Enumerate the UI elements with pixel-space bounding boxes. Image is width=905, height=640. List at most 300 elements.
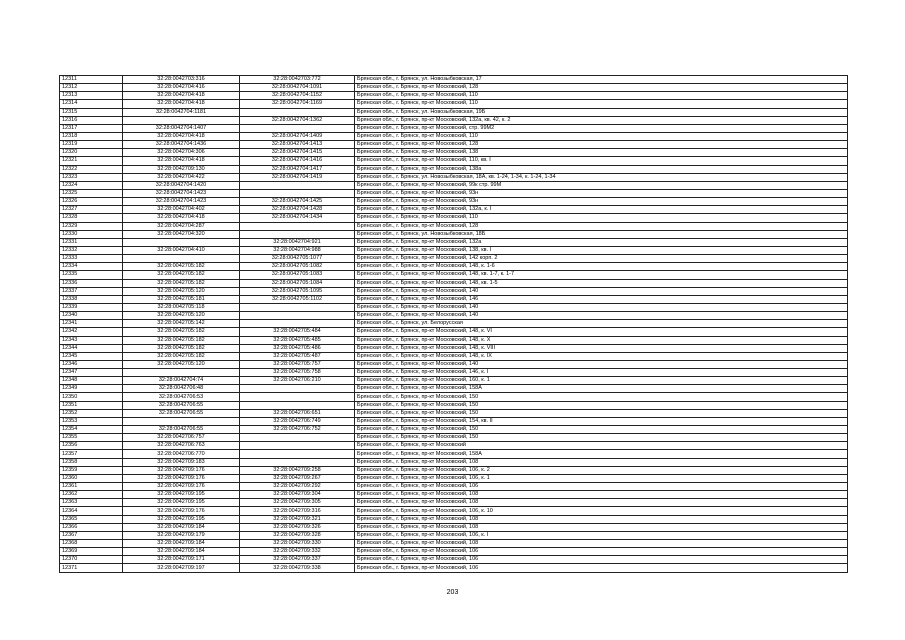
address-cell: Брянская обл., г. Брянск, пр-кт Московский, 106	[355, 548, 848, 556]
row-number-cell: 12362	[60, 491, 123, 499]
object-number-cell	[240, 312, 355, 320]
object-number-cell: 32:28:0042705:484	[240, 328, 355, 336]
address-cell: Брянская обл., г. Брянск, ул. Новозыбковская, 18Б	[355, 230, 848, 238]
cadastral-number-cell	[123, 116, 240, 124]
row-number-cell: 12323	[60, 173, 123, 181]
address-cell: Брянская обл., г. Брянск, пр-кт Московский, 158А	[355, 385, 848, 393]
cadastral-number-cell: 32:28:0042704:418	[123, 132, 240, 140]
cadastral-number-cell: 32:28:0042705:182	[123, 328, 240, 336]
row-number-cell: 12341	[60, 320, 123, 328]
row-number-cell: 12317	[60, 124, 123, 132]
row-number-cell: 12325	[60, 189, 123, 197]
table-row	[60, 206, 848, 214]
object-number-cell: 32:28:0042704:1419	[240, 173, 355, 181]
object-number-cell: 32:28:0042705:486	[240, 344, 355, 352]
row-number-cell: 12338	[60, 295, 123, 303]
object-number-cell: 32:28:0042704:1425	[240, 198, 355, 206]
row-number-cell: 12312	[60, 84, 123, 92]
object-number-cell: 32:28:0042704:1428	[240, 206, 355, 214]
row-number-cell: 12320	[60, 149, 123, 157]
table-row	[60, 499, 848, 507]
row-number-cell: 12350	[60, 393, 123, 401]
cadastral-number-cell: 32:28:0042705:182	[123, 271, 240, 279]
table-row	[60, 409, 848, 417]
row-number-cell: 12316	[60, 116, 123, 124]
object-number-cell: 32:28:0042704:1413	[240, 141, 355, 149]
object-number-cell: 32:28:0042709:332	[240, 548, 355, 556]
cadastral-number-cell: 32:28:0042705:120	[123, 360, 240, 368]
address-cell: Брянская обл., г. Брянск, пр-кт Московский, 138	[355, 149, 848, 157]
object-number-cell: 32:28:0042709:258	[240, 466, 355, 474]
table-row	[60, 540, 848, 548]
table-row	[60, 295, 848, 303]
cadastral-number-cell: 32:28:0042706:55	[123, 401, 240, 409]
address-cell: Брянская обл., г. Брянск, пр-кт Московский, 148, к. VI	[355, 328, 848, 336]
address-cell: Брянская обл., г. Брянск, пр-кт Московский, 148, к. VIII	[355, 344, 848, 352]
table-row	[60, 458, 848, 466]
table-row	[60, 336, 848, 344]
cadastral-number-cell: 32:28:0042704:418	[123, 92, 240, 100]
object-number-cell: 32:28:0042709:267	[240, 474, 355, 482]
object-number-cell: 32:28:0042706:752	[240, 426, 355, 434]
table-row	[60, 564, 848, 572]
row-number-cell: 12335	[60, 271, 123, 279]
row-number-cell: 12344	[60, 344, 123, 352]
cadastral-number-cell: 32:28:0042705:182	[123, 352, 240, 360]
object-number-cell: 32:28:0042709:292	[240, 483, 355, 491]
address-cell: Брянская обл., г. Брянск, пр-кт Московский, 140	[355, 287, 848, 295]
table-row	[60, 303, 848, 311]
address-cell: Брянская обл., г. Брянск, пр-кт Московский, 160, к. 1	[355, 377, 848, 385]
row-number-cell: 12359	[60, 466, 123, 474]
address-cell: Брянская обл., г. Брянск, пр-кт Московский, 106, к. 1	[355, 474, 848, 482]
row-number-cell: 12367	[60, 531, 123, 539]
object-number-cell	[240, 401, 355, 409]
address-cell: Брянская обл., г. Брянск, пр-кт Московский, 132а, кв. 42, к. 2	[355, 116, 848, 124]
table-row	[60, 466, 848, 474]
object-number-cell: 32:28:0042705:487	[240, 352, 355, 360]
row-number-cell: 12313	[60, 92, 123, 100]
address-cell: Брянская обл., г. Брянск, пр-кт Московский, 140	[355, 312, 848, 320]
object-number-cell	[240, 303, 355, 311]
row-number-cell: 12351	[60, 401, 123, 409]
address-cell: Брянская обл., г. Брянск, пр-кт Московский, 148, кв. 1-7, к. 1-7	[355, 271, 848, 279]
cadastral-number-cell: 32:28:0042704:320	[123, 230, 240, 238]
address-cell: Брянская обл., г. Брянск, пр-кт Московский, 140	[355, 360, 848, 368]
object-number-cell: 32:28:0042705:1102	[240, 295, 355, 303]
object-number-cell	[240, 108, 355, 116]
cadastral-number-cell: 32:28:0042706:757	[123, 434, 240, 442]
table-row	[60, 124, 848, 132]
object-number-cell: 32:28:0042709:304	[240, 491, 355, 499]
cadastral-number-cell: 32:28:0042705:182	[123, 279, 240, 287]
row-number-cell: 12336	[60, 279, 123, 287]
cadastral-number-cell: 32:28:0042709:176	[123, 483, 240, 491]
cadastral-number-cell: 32:28:0042704:402	[123, 206, 240, 214]
table-row	[60, 515, 848, 523]
row-number-cell: 12357	[60, 450, 123, 458]
object-number-cell: 32:28:0042706:749	[240, 417, 355, 425]
table-row	[60, 141, 848, 149]
cadastral-number-cell: 32:28:0042705:120	[123, 287, 240, 295]
row-number-cell: 12328	[60, 214, 123, 222]
address-cell: Брянская обл., г. Брянск, пр-кт Московский, 150	[355, 401, 848, 409]
cadastral-number-cell: 32:28:0042705:182	[123, 263, 240, 271]
row-number-cell: 12340	[60, 312, 123, 320]
address-cell: Брянская обл., г. Брянск, пр-кт Московский, 108	[355, 458, 848, 466]
cadastral-number-cell: 32:28:0042709:197	[123, 564, 240, 572]
object-number-cell	[240, 393, 355, 401]
table-row	[60, 116, 848, 124]
table-row	[60, 132, 848, 140]
table-row	[60, 556, 848, 564]
object-number-cell: 32:28:0042705:1095	[240, 287, 355, 295]
object-number-cell: 32:28:0042703:772	[240, 76, 355, 84]
object-number-cell: 32:28:0042706:210	[240, 377, 355, 385]
cadastral-number-cell: 32:28:0042706:53	[123, 393, 240, 401]
address-cell: Брянская обл., г. Брянск, ул. Белорусская	[355, 320, 848, 328]
object-number-cell	[240, 222, 355, 230]
row-number-cell: 12319	[60, 141, 123, 149]
table-row	[60, 173, 848, 181]
address-cell: Брянская обл., г. Брянск, пр-кт Московский, 154, кв. II	[355, 417, 848, 425]
address-cell: Брянская обл., г. Брянск, пр-кт Московский, 128	[355, 84, 848, 92]
cadastral-number-cell: 32:28:0042709:195	[123, 515, 240, 523]
table-row	[60, 434, 848, 442]
registry-table	[59, 75, 848, 573]
cadastral-number-cell: 32:28:0042709:184	[123, 548, 240, 556]
address-cell: Брянская обл., г. Брянск, пр-кт Московский, 150	[355, 426, 848, 434]
address-cell: Брянская обл., г. Брянск, пр-кт Московский, 110	[355, 132, 848, 140]
address-cell: Брянская обл., г. Брянск, пр-кт Московский, 108	[355, 540, 848, 548]
row-number-cell: 12332	[60, 246, 123, 254]
table-row	[60, 401, 848, 409]
row-number-cell: 12343	[60, 336, 123, 344]
table-row	[60, 181, 848, 189]
cadastral-number-cell: 32:28:0042704:418	[123, 100, 240, 108]
row-number-cell: 12358	[60, 458, 123, 466]
address-cell: Брянская обл., г. Брянск, пр-кт Московский, 106, к. 10	[355, 507, 848, 515]
object-number-cell: 32:28:0042705:1082	[240, 263, 355, 271]
row-number-cell: 12356	[60, 442, 123, 450]
row-number-cell: 12352	[60, 409, 123, 417]
row-number-cell: 12348	[60, 377, 123, 385]
row-number-cell: 12333	[60, 255, 123, 263]
address-cell: Брянская обл., г. Брянск, пр-кт Московский, стр. 99М2	[355, 124, 848, 132]
cadastral-number-cell: 32:28:0042709:195	[123, 499, 240, 507]
object-number-cell: 32:28:0042709:326	[240, 523, 355, 531]
row-number-cell: 12314	[60, 100, 123, 108]
table-row	[60, 189, 848, 197]
object-number-cell: 32:28:0042709:337	[240, 556, 355, 564]
row-number-cell: 12363	[60, 499, 123, 507]
row-number-cell: 12347	[60, 369, 123, 377]
table-row	[60, 100, 848, 108]
object-number-cell	[240, 450, 355, 458]
table-row	[60, 417, 848, 425]
address-cell: Брянская обл., г. Брянск, пр-кт Московский, 93н	[355, 198, 848, 206]
table-row	[60, 344, 848, 352]
object-number-cell	[240, 181, 355, 189]
cadastral-number-cell: 32:28:0042704:1407	[123, 124, 240, 132]
table-row	[60, 157, 848, 165]
address-cell: Брянская обл., г. Брянск, пр-кт Московский, 142 корп. 2	[355, 255, 848, 263]
object-number-cell: 32:28:0042704:1091	[240, 84, 355, 92]
cadastral-number-cell: 32:28:0042704:416	[123, 84, 240, 92]
table-row	[60, 377, 848, 385]
object-number-cell: 32:28:0042709:328	[240, 531, 355, 539]
object-number-cell: 32:28:0042705:485	[240, 336, 355, 344]
table-row	[60, 426, 848, 434]
address-cell: Брянская обл., г. Брянск, пр-кт Московский, 106, к. I	[355, 531, 848, 539]
cadastral-number-cell: 32:28:0042709:130	[123, 165, 240, 173]
row-number-cell: 12342	[60, 328, 123, 336]
object-number-cell: 32:28:0042704:1362	[240, 116, 355, 124]
object-number-cell: 32:28:0042706:651	[240, 409, 355, 417]
table-row	[60, 198, 848, 206]
object-number-cell: 32:28:0042704:1417	[240, 165, 355, 173]
cadastral-number-cell	[123, 255, 240, 263]
address-cell: Брянская обл., г. Брянск, пр-кт Московский, 110	[355, 100, 848, 108]
cadastral-number-cell: 32:28:0042706:48	[123, 385, 240, 393]
registry-table-body	[60, 76, 848, 573]
object-number-cell: 32:28:0042709:338	[240, 564, 355, 572]
address-cell: Брянская обл., г. Брянск, пр-кт Московский, 138а	[355, 165, 848, 173]
cadastral-number-cell: 32:28:0042704:1423	[123, 198, 240, 206]
address-cell: Брянская обл., г. Брянск, пр-кт Московский, 138, кв. I	[355, 246, 848, 254]
table-row	[60, 483, 848, 491]
object-number-cell: 32:28:0042705:758	[240, 369, 355, 377]
address-cell: Брянская обл., г. Брянск, пр-кт Московский, 106, к. 2	[355, 466, 848, 474]
address-cell: Брянская обл., г. Брянск, пр-кт Московский, 150	[355, 434, 848, 442]
row-number-cell: 12353	[60, 417, 123, 425]
address-cell: Брянская обл., г. Брянск, пр-кт Московский, 148, к. 1-6	[355, 263, 848, 271]
address-cell: Брянская обл., г. Брянск, пр-кт Московский, 150	[355, 409, 848, 417]
cadastral-number-cell	[123, 369, 240, 377]
address-cell: Брянская обл., г. Брянск, пр-кт Московский, 108	[355, 523, 848, 531]
cadastral-number-cell: 32:28:0042709:184	[123, 523, 240, 531]
object-number-cell: 32:28:0042705:1077	[240, 255, 355, 263]
address-cell: Брянская обл., г. Брянск, пр-кт Московский, 93н	[355, 189, 848, 197]
table-row	[60, 230, 848, 238]
address-cell: Брянская обл., г. Брянск, пр-кт Московский, 150	[355, 393, 848, 401]
cadastral-number-cell: 32:28:0042709:183	[123, 458, 240, 466]
page-number: 203	[446, 589, 459, 596]
table-row	[60, 222, 848, 230]
object-number-cell: 32:28:0042709:316	[240, 507, 355, 515]
row-number-cell: 12365	[60, 515, 123, 523]
table-row	[60, 450, 848, 458]
cadastral-number-cell: 32:28:0042706:763	[123, 442, 240, 450]
cadastral-number-cell: 32:28:0042709:184	[123, 540, 240, 548]
cadastral-number-cell: 32:28:0042709:179	[123, 531, 240, 539]
row-number-cell: 12360	[60, 474, 123, 482]
table-row	[60, 84, 848, 92]
row-number-cell: 12371	[60, 564, 123, 572]
address-cell: Брянская обл., г. Брянск, пр-кт Московский, 106	[355, 564, 848, 572]
row-number-cell: 12318	[60, 132, 123, 140]
cadastral-number-cell: 32:28:0042705:182	[123, 336, 240, 344]
object-number-cell: 32:28:0042709:321	[240, 515, 355, 523]
object-number-cell: 32:28:0042704:1415	[240, 149, 355, 157]
object-number-cell: 32:28:0042704:1416	[240, 157, 355, 165]
row-number-cell: 12334	[60, 263, 123, 271]
cadastral-number-cell: 32:28:0042704:287	[123, 222, 240, 230]
address-cell: Брянская обл., г. Брянск, пр-кт Московский, 146, к. I	[355, 369, 848, 377]
cadastral-number-cell	[123, 417, 240, 425]
row-number-cell: 12329	[60, 222, 123, 230]
object-number-cell	[240, 320, 355, 328]
row-number-cell: 12370	[60, 556, 123, 564]
address-cell: Брянская обл., г. Брянск, пр-кт Московский, 106	[355, 483, 848, 491]
cadastral-number-cell	[123, 238, 240, 246]
row-number-cell: 12345	[60, 352, 123, 360]
object-number-cell	[240, 230, 355, 238]
cadastral-number-cell: 32:28:0042704:1181	[123, 108, 240, 116]
cadastral-number-cell: 32:28:0042705:182	[123, 344, 240, 352]
object-number-cell	[240, 189, 355, 197]
cadastral-number-cell: 32:28:0042704:1436	[123, 141, 240, 149]
address-cell: Брянская обл., г. Брянск, пр-кт Московский, 132а, к. I	[355, 206, 848, 214]
row-number-cell: 12361	[60, 483, 123, 491]
address-cell: Брянская обл., г. Брянск, пр-кт Московский, 108	[355, 491, 848, 499]
address-cell: Брянская обл., г. Брянск, пр-кт Московский, 110, кв. I	[355, 157, 848, 165]
table-row	[60, 352, 848, 360]
row-number-cell: 12311	[60, 76, 123, 84]
object-number-cell: 32:28:0042704:1169	[240, 100, 355, 108]
cadastral-number-cell: 32:28:0042709:176	[123, 474, 240, 482]
row-number-cell: 12337	[60, 287, 123, 295]
object-number-cell: 32:28:0042705:757	[240, 360, 355, 368]
row-number-cell: 12326	[60, 198, 123, 206]
table-row	[60, 442, 848, 450]
cadastral-number-cell: 32:28:0042704:418	[123, 214, 240, 222]
table-row	[60, 246, 848, 254]
address-cell: Брянская обл., г. Брянск, пр-кт Московский, 158А	[355, 450, 848, 458]
row-number-cell: 12368	[60, 540, 123, 548]
address-cell: Брянская обл., г. Брянск, пр-кт Московский, 148, кв. 1-5	[355, 279, 848, 287]
table-row	[60, 531, 848, 539]
address-cell: Брянская обл., г. Брянск, пр-кт Московский, 148, к. X	[355, 336, 848, 344]
address-cell: Брянская обл., г. Брянск, пр-кт Московский, 132а	[355, 238, 848, 246]
cadastral-number-cell: 32:28:0042705:120	[123, 312, 240, 320]
row-number-cell: 12346	[60, 360, 123, 368]
table-row	[60, 279, 848, 287]
cadastral-number-cell: 32:28:0042709:176	[123, 507, 240, 515]
table-row	[60, 255, 848, 263]
table-row	[60, 385, 848, 393]
cadastral-number-cell: 32:28:0042709:171	[123, 556, 240, 564]
address-cell: Брянская обл., г. Брянск, пр-кт Московский, 146	[355, 295, 848, 303]
table-row	[60, 263, 848, 271]
table-row	[60, 165, 848, 173]
object-number-cell: 32:28:0042704:1152	[240, 92, 355, 100]
cadastral-number-cell: 32:28:0042706:55	[123, 409, 240, 417]
table-row	[60, 548, 848, 556]
table-row	[60, 507, 848, 515]
cadastral-number-cell: 32:28:0042709:195	[123, 491, 240, 499]
address-cell: Брянская обл., г. Брянск, пр-кт Московский, 106	[355, 556, 848, 564]
row-number-cell: 12339	[60, 303, 123, 311]
row-number-cell: 12322	[60, 165, 123, 173]
cadastral-number-cell: 32:28:0042705:181	[123, 295, 240, 303]
row-number-cell: 12315	[60, 108, 123, 116]
table-row	[60, 393, 848, 401]
table-row	[60, 271, 848, 279]
table-row	[60, 287, 848, 295]
object-number-cell	[240, 434, 355, 442]
address-cell: Брянская обл., г. Брянск, пр-кт Московский, 148, к. IX	[355, 352, 848, 360]
address-cell: Брянская обл., г. Брянск, пр-кт Московский, 108	[355, 515, 848, 523]
table-row	[60, 76, 848, 84]
cadastral-number-cell: 32:28:0042705:118	[123, 303, 240, 311]
object-number-cell: 32:28:0042704:988	[240, 246, 355, 254]
address-cell: Брянская обл., г. Брянск, пр-кт Московский, 108	[355, 499, 848, 507]
object-number-cell: 32:28:0042705:1083	[240, 271, 355, 279]
object-number-cell	[240, 385, 355, 393]
cadastral-number-cell: 32:28:0042706:770	[123, 450, 240, 458]
row-number-cell: 12354	[60, 426, 123, 434]
cadastral-number-cell: 32:28:0042704:1420	[123, 181, 240, 189]
object-number-cell: 32:28:0042704:1409	[240, 132, 355, 140]
cadastral-number-cell: 32:28:0042704:1423	[123, 189, 240, 197]
row-number-cell: 12366	[60, 523, 123, 531]
table-row	[60, 149, 848, 157]
address-cell: Брянская обл., г. Брянск, пр-кт Московский, 99к стр. 99М	[355, 181, 848, 189]
address-cell: Брянская обл., г. Брянск, пр-кт Московский, 140	[355, 303, 848, 311]
object-number-cell: 32:28:0042709:305	[240, 499, 355, 507]
cadastral-number-cell: 32:28:0042709:176	[123, 466, 240, 474]
row-number-cell: 12324	[60, 181, 123, 189]
cadastral-number-cell: 32:28:0042704:410	[123, 246, 240, 254]
table-row	[60, 328, 848, 336]
table-row	[60, 214, 848, 222]
row-number-cell: 12331	[60, 238, 123, 246]
address-cell: Брянская обл., г. Брянск, пр-кт Московский, 128	[355, 222, 848, 230]
cadastral-number-cell: 32:28:0042704:74	[123, 377, 240, 385]
table-row	[60, 523, 848, 531]
row-number-cell: 12369	[60, 548, 123, 556]
row-number-cell: 12349	[60, 385, 123, 393]
cadastral-number-cell: 32:28:0042704:418	[123, 157, 240, 165]
table-row	[60, 369, 848, 377]
address-cell: Брянская обл., г. Брянск, ул. Новозыбковская, 19Б	[355, 108, 848, 116]
address-cell: Брянская обл., г. Брянск, ул. Новозыбковская, 17	[355, 76, 848, 84]
object-number-cell: 32:28:0042709:330	[240, 540, 355, 548]
object-number-cell	[240, 124, 355, 132]
object-number-cell	[240, 442, 355, 450]
object-number-cell	[240, 458, 355, 466]
table-row	[60, 238, 848, 246]
cadastral-number-cell: 32:28:0042705:142	[123, 320, 240, 328]
table-row	[60, 108, 848, 116]
address-cell: Брянская обл., г. Брянск, пр-кт Московский, 110	[355, 214, 848, 222]
table-row	[60, 320, 848, 328]
table-row	[60, 491, 848, 499]
cadastral-number-cell: 32:28:0042703:316	[123, 76, 240, 84]
table-row	[60, 312, 848, 320]
address-cell: Брянская обл., г. Брянск, ул. Новозыбковская, 18А, кв. 1-24, 1-34, к. 1-24, 1-34	[355, 173, 848, 181]
object-number-cell: 32:28:0042705:1084	[240, 279, 355, 287]
table-row	[60, 474, 848, 482]
row-number-cell: 12364	[60, 507, 123, 515]
cadastral-number-cell: 32:28:0042706:55	[123, 426, 240, 434]
table-row	[60, 92, 848, 100]
row-number-cell: 12330	[60, 230, 123, 238]
object-number-cell: 32:28:0042704:921	[240, 238, 355, 246]
row-number-cell: 12321	[60, 157, 123, 165]
address-cell: Брянская обл., г. Брянск, пр-кт Московский, 110	[355, 92, 848, 100]
